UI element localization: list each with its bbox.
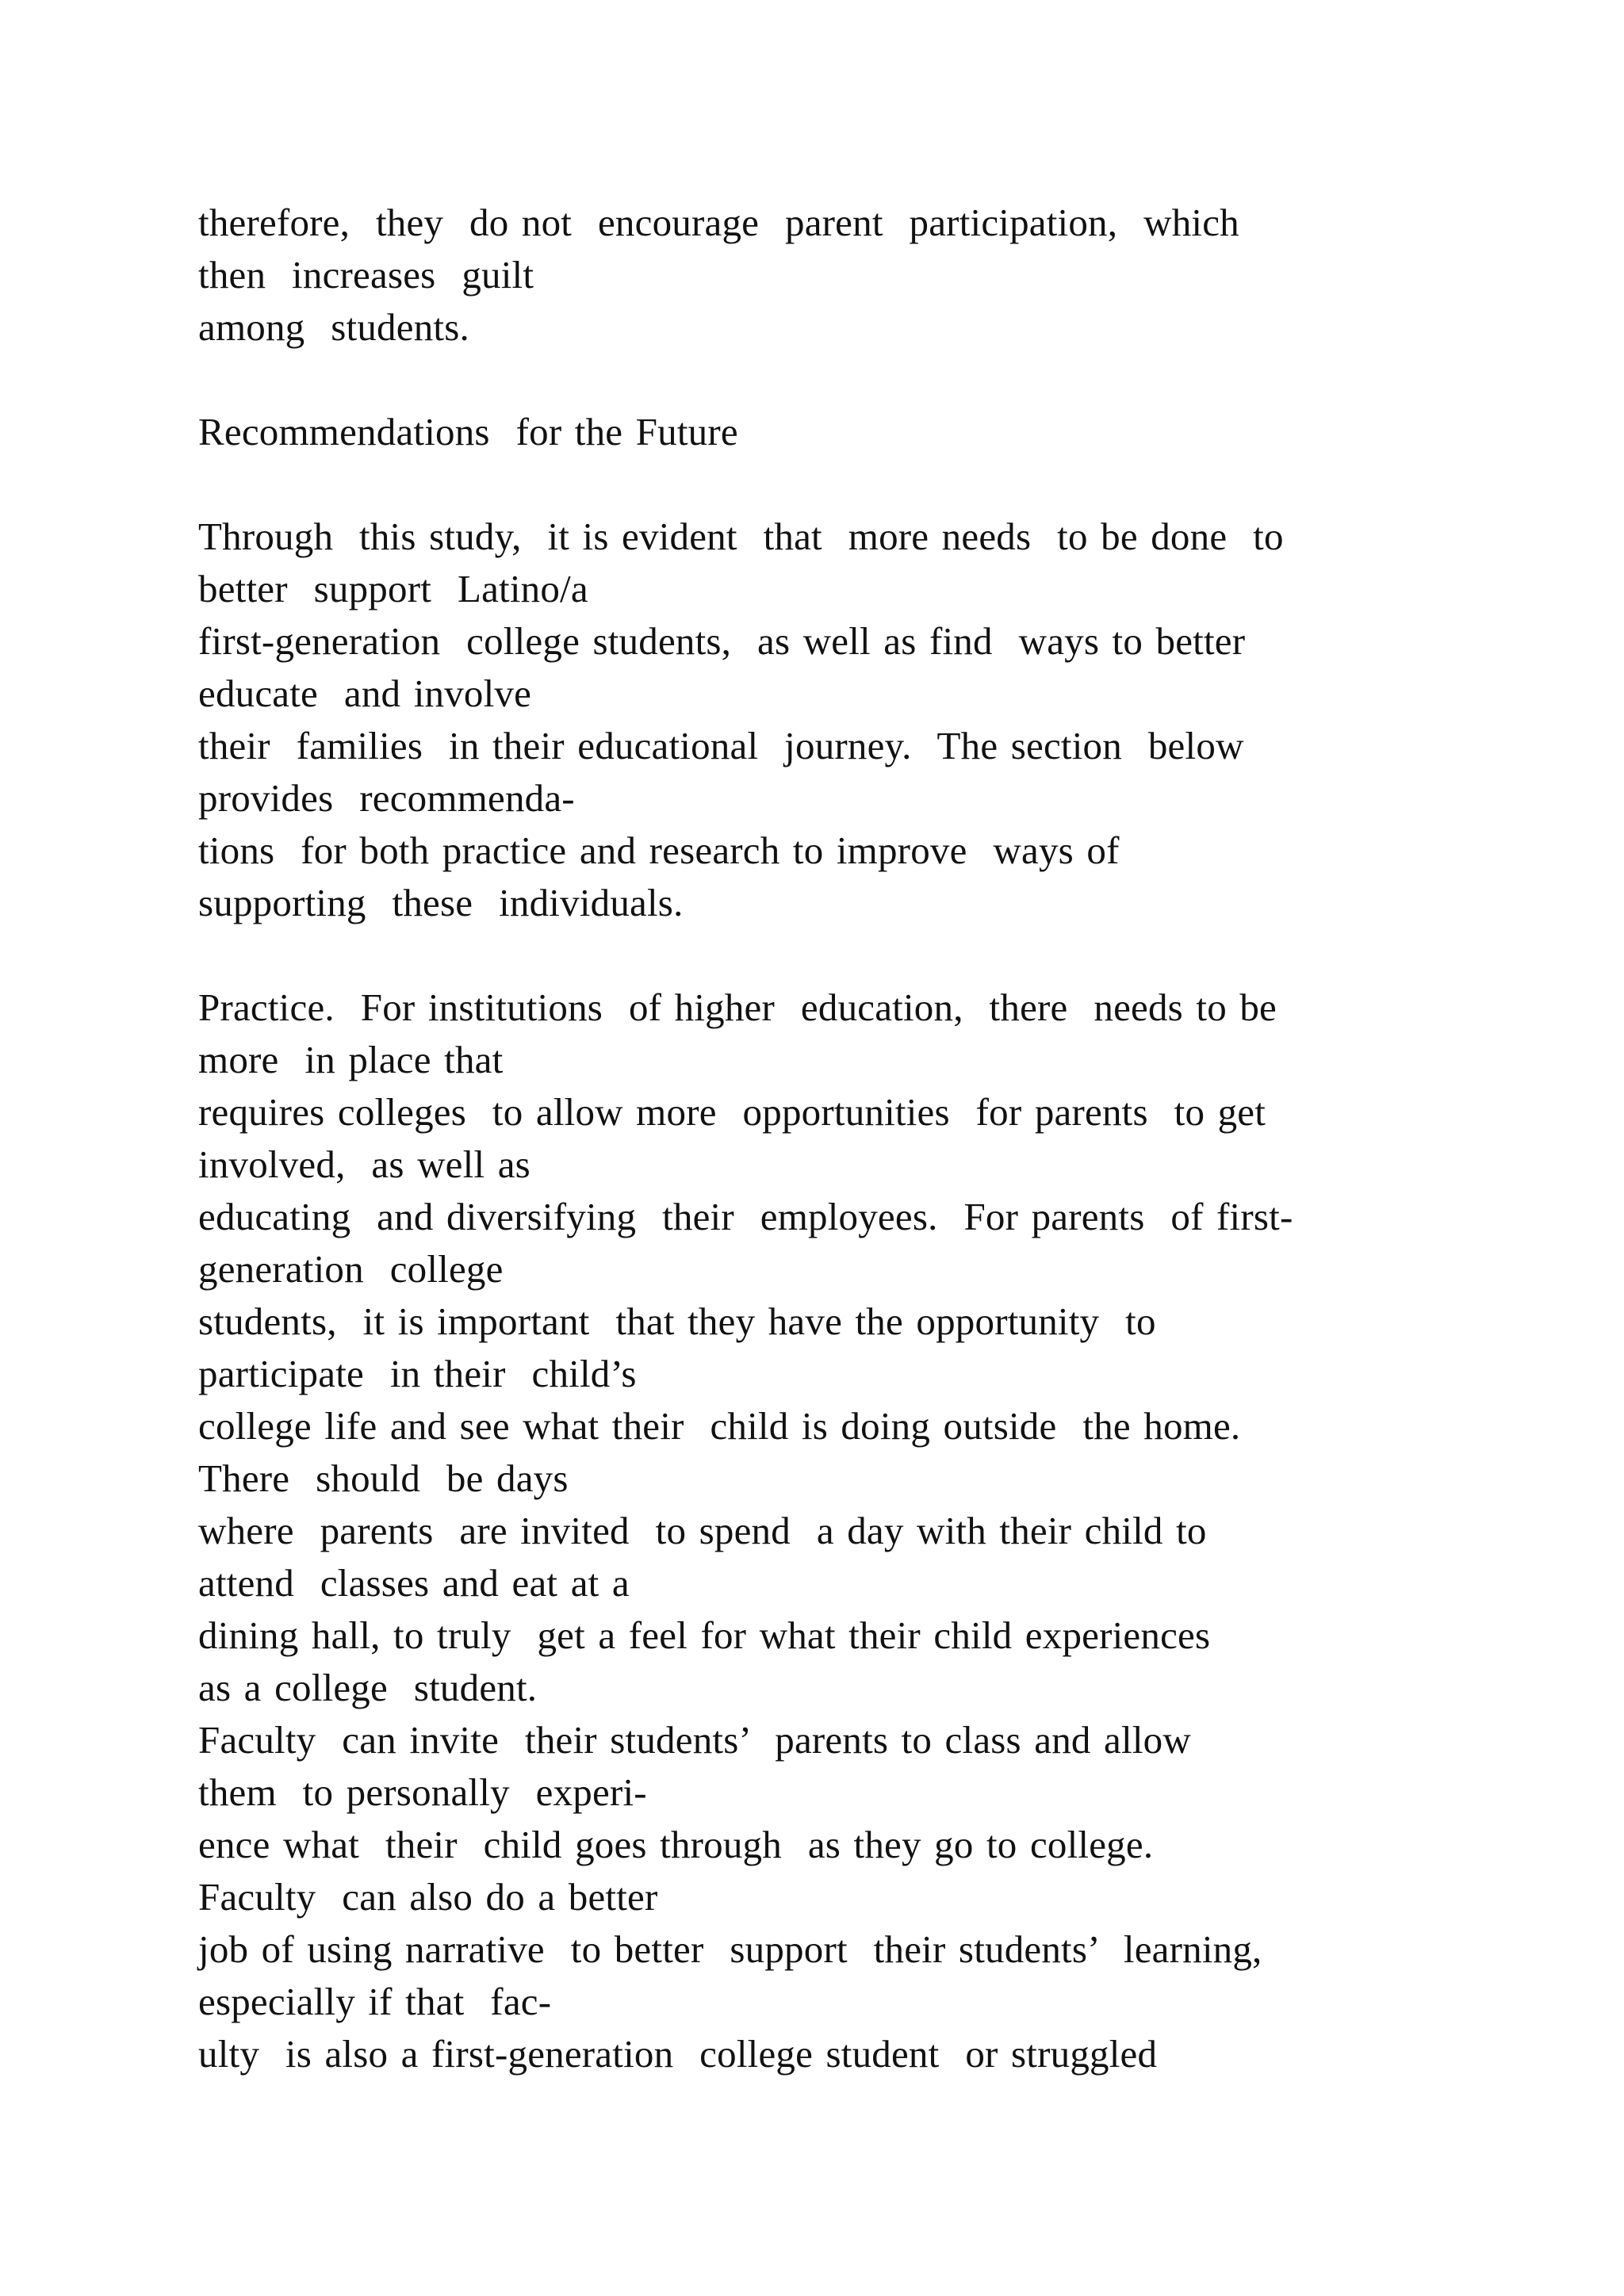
text-line: ulty is also a first-generation college student or struggled [198,2032,1158,2076]
text-line: job of using narrative to better support their students’ learning, [198,1927,1262,1971]
text-line: involved, as well as [198,1142,530,1186]
text-line: students, it is important that they have the opportunity to [198,1299,1156,1343]
text-line: generation college [198,1247,504,1291]
text-line: first-generation college students, as well as find ways to better [198,619,1246,663]
text-line: Faculty can invite their students’ parents to class and allow [198,1718,1191,1762]
text-line: more in place that [198,1038,504,1081]
text-line: provides recommenda- [198,776,575,820]
paragraph-gap [198,929,1499,982]
text-line: Practice. For institutions of higher education, there needs to be [198,985,1277,1029]
paragraph-gap [198,458,1499,511]
paragraph-gap [198,354,1499,406]
text-line: There should be days [198,1456,569,1500]
text-line: among students. [198,305,469,349]
document-body [198,197,1499,2080]
text-line: college life and see what their child is doing outside the home. [198,1404,1241,1448]
text-line: supporting these individuals. [198,881,684,924]
text-line: participate in their child’s [198,1352,637,1395]
text-line: then increases guilt [198,253,534,297]
text-line: ence what their child goes through as they go to college. [198,1823,1154,1866]
text-line: requires colleges to allow more opportunities for parents to get [198,1090,1266,1134]
text-line: Faculty can also do a better [198,1875,658,1919]
text-line: dining hall, to truly get a feel for what their child experiences [198,1613,1211,1657]
text-line: Through this study, it is evident that more needs to be done to [198,515,1284,558]
text-line: educate and involve [198,672,532,715]
text-line: therefore, they do not encourage parent participation, which [198,201,1239,244]
text-line: as a college student. [198,1666,538,1709]
text-line: tions for both practice and research to improve ways of [198,828,1120,872]
text-line: educating and diversifying their employees. For parents of first- [198,1195,1293,1238]
text-line: them to personally experi- [198,1770,647,1814]
text-line: their families in their educational journey. The section below [198,724,1244,767]
section-heading: Recommendations for the Future [198,410,738,453]
text-line: especially if that fac- [198,1980,552,2023]
text-line: better support Latino/a [198,567,588,610]
text-line: attend classes and eat at a [198,1561,630,1605]
text-line: where parents are invited to spend a day with their child to [198,1509,1207,1552]
